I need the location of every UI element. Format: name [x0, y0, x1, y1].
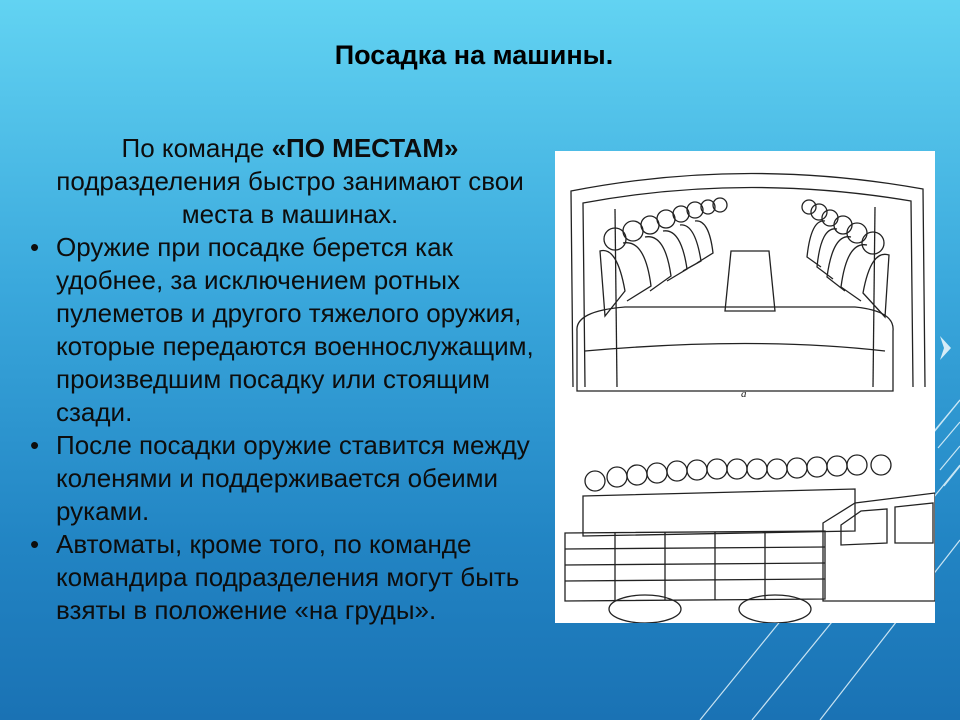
truck-side-view-drawing [565, 455, 935, 623]
intro-suffix: подразделения быстро занимают свои места в машинах. [56, 166, 524, 229]
bullet-item [30, 429, 550, 528]
bullet-text: Оружие при посадке берется как удобнее, за исключением ротных пулеметов и другого тяжелого оружия, которые передаются военнослужащим, произведшим посадку или стоящим сзади. [56, 232, 534, 427]
command-text: «ПО МЕСТАМ» [271, 133, 459, 163]
intro-prefix: По команде [121, 133, 272, 163]
helmets-row [585, 455, 891, 491]
arrow-icon [940, 336, 951, 360]
line-drawing [555, 151, 935, 623]
bullet-dot-icon: • [30, 232, 40, 262]
figure-label-a: а [741, 388, 747, 400]
bullet-item [30, 231, 550, 429]
bullet-text: Автоматы, кроме того, по команде командира подразделения могут быть взяты в положение «на груды». [56, 529, 520, 625]
bullet-text: После посадки оружие ставится между коленями и поддерживается обеими руками. [56, 430, 530, 526]
soldiers-left [600, 198, 727, 316]
truck-rear-view-drawing [571, 173, 925, 400]
bullet-dot-icon: • [30, 430, 40, 460]
slide-body [30, 132, 550, 627]
slide-title: Посадка на машины. [334, 40, 614, 70]
intro-paragraph [30, 132, 550, 231]
bullet-dot-icon: • [30, 529, 40, 559]
troops-in-truck-illustration [555, 151, 935, 623]
bullet-item [30, 528, 550, 627]
soldiers-right [802, 200, 889, 317]
